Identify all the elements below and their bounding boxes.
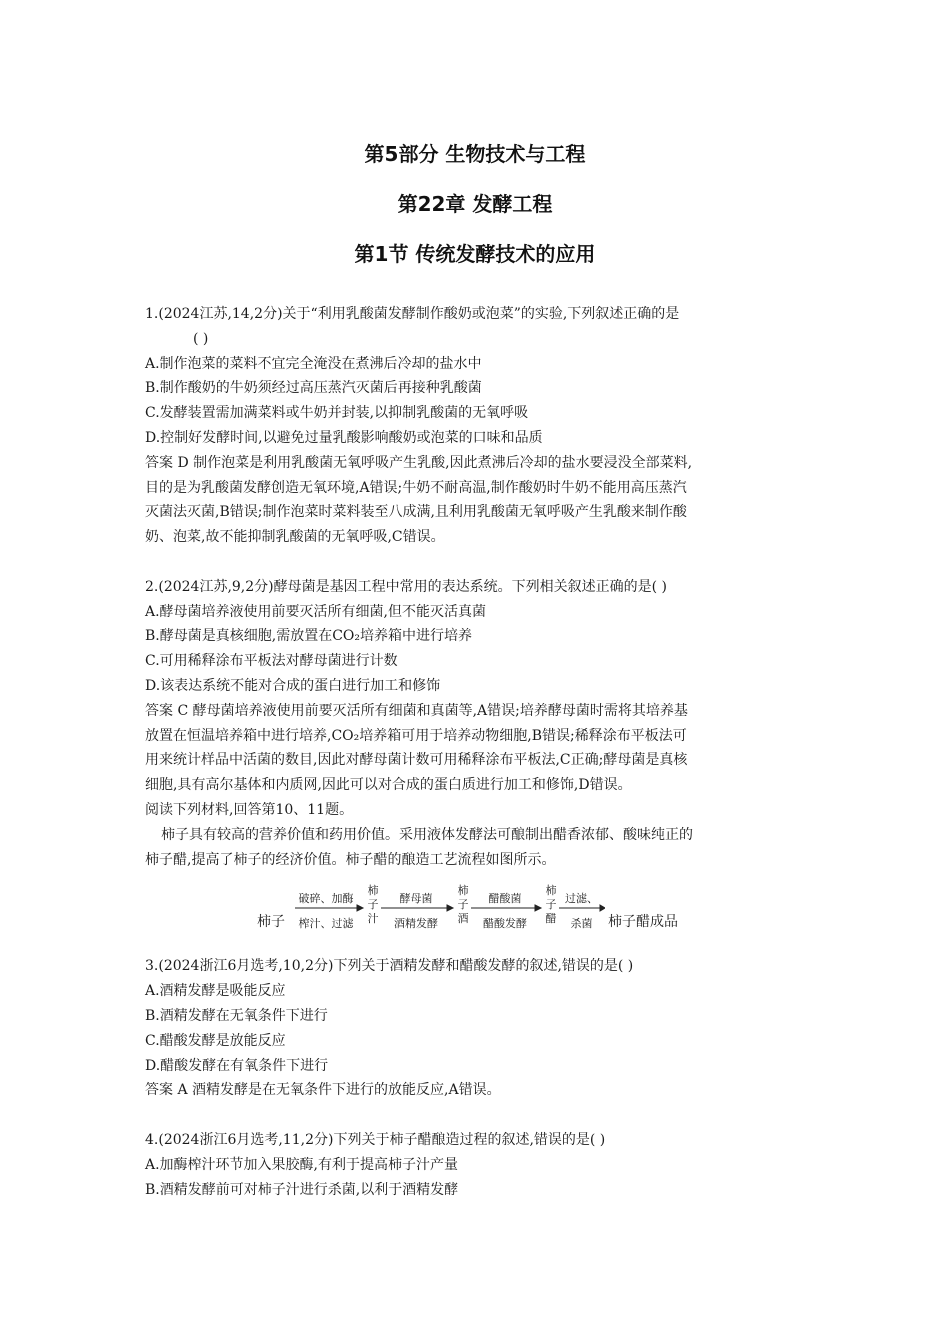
question-4 bbox=[145, 1128, 810, 1202]
intermediate-product: 柿 子 酒 bbox=[457, 884, 469, 926]
option-a: A.酵母菌培养液使用前要灭活所有细菌,但不能灭活真菌 bbox=[145, 603, 487, 620]
material-intro: 阅读下列材料,回答第10、11题。 bbox=[145, 801, 354, 818]
step-label-bottom: 杀菌 bbox=[570, 917, 593, 931]
material-paragraph: 柿子醋,提高了柿子的经济价值。柿子醋的酿造工艺流程如图所示。 bbox=[145, 851, 556, 868]
section-heading: 第1节 传统发酵技术的应用 bbox=[354, 242, 596, 266]
option-d: D.醋酸发酵在有氧条件下进行 bbox=[145, 1057, 329, 1074]
intermediate-product: 柿 子 汁 bbox=[367, 884, 379, 926]
question-stem: 1.(2024江苏,14,2分)关于“利用乳酸菌发酵制作酸奶或泡菜”的实验,下列叙述正确的是 bbox=[145, 306, 680, 322]
answer-line: 答案 C 酵母菌培养液使用前要灭活所有细菌和真菌等,A错误;培养酵母菌时需将其培养基 bbox=[145, 702, 688, 719]
question-1 bbox=[145, 302, 810, 550]
step-label-top: 过滤、 bbox=[565, 892, 598, 906]
material-paragraph: 柿子具有较高的营养价值和药用价值。采用液体发酵法可酿制出醋香浓郁、酸味纯正的 bbox=[161, 826, 693, 843]
question-stem: 4.(2024浙江6月选考,11,2分)下列关于柿子醋酿造过程的叙述,错误的是( ) bbox=[145, 1131, 606, 1148]
option-d: D.该表达系统不能对合成的蛋白进行加工和修饰 bbox=[145, 677, 441, 694]
answer-line: 目的是为乳酸菌发酵创造无氧环境,A错误;牛奶不耐高温,制作酸奶时牛奶不能用高压蒸汽 bbox=[145, 479, 687, 496]
option-a: A.制作泡菜的菜料不宜完全淹没在煮沸后冷却的盐水中 bbox=[145, 355, 482, 372]
step-label-bottom: 酒精发酵 bbox=[394, 917, 438, 931]
option-c: C.发酵装置需加满菜料或牛奶并封装,以抑制乳酸菌的无氧呼吸 bbox=[145, 405, 529, 422]
step-label-top: 醋酸菌 bbox=[488, 892, 522, 906]
option-a: A.酒精发酵是吸能反应 bbox=[145, 983, 286, 1000]
option-b: B.制作酸奶的牛奶须经过高压蒸汽灭菌后再接种乳酸菌 bbox=[145, 380, 482, 397]
step-label-bottom: 榨汁、过滤 bbox=[298, 917, 354, 931]
question-stem: 2.(2024江苏,9,2分)酵母菌是基因工程中常用的表达系统。下列相关叙述正确的是( ) bbox=[145, 578, 667, 595]
flow-end: 柿子醋成品 bbox=[608, 914, 678, 931]
answer-line: 答案 A 酒精发酵是在无氧条件下进行的放能反应,A错误。 bbox=[145, 1082, 501, 1099]
answer-line: 细胞,具有高尔基体和内质网,因此可以对合成的蛋白质进行加工和修饰,D错误。 bbox=[145, 777, 632, 794]
answer-line: 奶、泡菜,故不能抑制乳酸菌的无氧呼吸,C错误。 bbox=[145, 529, 445, 546]
question-2 bbox=[145, 575, 810, 798]
intermediate-product: 柿 子 醋 bbox=[545, 884, 557, 926]
answer-line: 放置在恒温培养箱中进行培养,CO₂培养箱可用于培养动物细胞,B错误;稀释涂布平板法可 bbox=[145, 727, 687, 744]
step-label-top: 酵母菌 bbox=[399, 892, 433, 906]
process-flow-diagram bbox=[145, 878, 810, 938]
option-a: A.加酶榨汁环节加入果胶酶,有利于提高柿子汁产量 bbox=[145, 1156, 459, 1173]
answer-line: 答案 D 制作泡菜是利用乳酸菌无氧呼吸产生乳酸,因此煮沸后冷却的盐水要浸没全部菜料, bbox=[145, 454, 693, 471]
answer-line: 灭菌法灭菌,B错误;制作泡菜时菜料装至八成满,且利用乳酸菌无氧呼吸产生乳酸来制作酸 bbox=[145, 504, 687, 521]
question-3 bbox=[145, 954, 810, 1103]
option-b: B.酒精发酵在无氧条件下进行 bbox=[145, 1007, 328, 1024]
chapter-heading: 第22章 发酵工程 bbox=[397, 192, 553, 216]
option-d: D.控制好发酵时间,以避免过量乳酸影响酸奶或泡菜的口味和品质 bbox=[145, 429, 543, 446]
answer-line: 用来统计样品中活菌的数目,因此对酵母菌计数可用稀释涂布平板法,C正确;酵母菌是真核 bbox=[145, 752, 688, 769]
question-stem: 3.(2024浙江6月选考,10,2分)下列关于酒精发酵和醋酸发酵的叙述,错误的是( ) bbox=[145, 958, 634, 975]
step-label-top: 破碎、加酶 bbox=[298, 892, 354, 906]
option-b: B.酒精发酵前可对柿子汁进行杀菌,以利于酒精发酵 bbox=[145, 1181, 459, 1198]
step-label-bottom: 醋酸发酵 bbox=[483, 917, 527, 931]
reading-material bbox=[145, 798, 810, 938]
option-c: C.醋酸发酵是放能反应 bbox=[145, 1032, 286, 1049]
answer-blank: ( ) bbox=[193, 330, 209, 347]
option-b: B.酵母菌是真核细胞,需放置在CO₂培养箱中进行培养 bbox=[145, 628, 472, 645]
option-c: C.可用稀释涂布平板法对酵母菌进行计数 bbox=[145, 653, 398, 670]
flow-start: 柿子 bbox=[257, 914, 285, 931]
question-content bbox=[145, 302, 810, 1202]
part-heading: 第5部分 生物技术与工程 bbox=[364, 142, 586, 166]
